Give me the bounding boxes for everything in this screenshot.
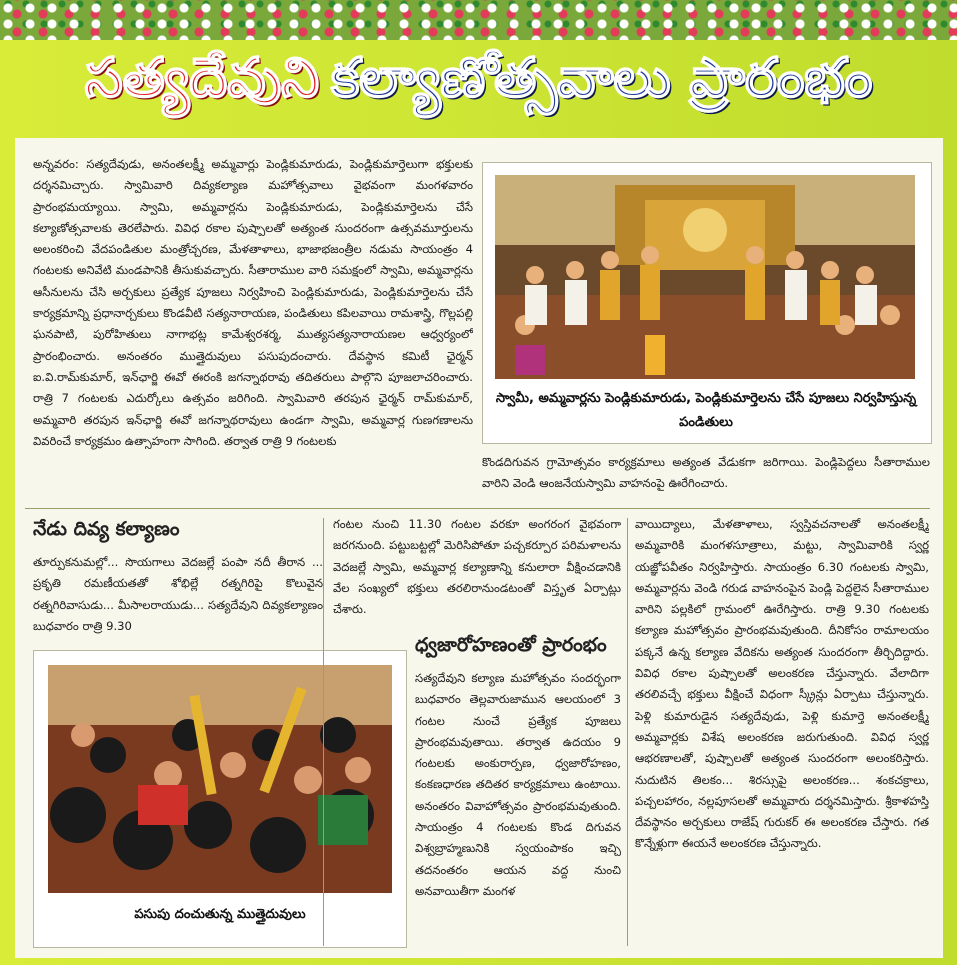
- intro-continued: [482, 452, 930, 500]
- temple-ceremony-photo: [495, 175, 915, 379]
- top-photo-caption: స్వామీ, అమ్మవార్లను పెండ్లికుమారుడు, పెండ్లికుమార్తెలను చేసే పూజలు నిర్వహిస్తున్న పండితులు: [495, 391, 917, 430]
- column3-body: [635, 514, 929, 948]
- bottom-photo-frame: [33, 650, 407, 948]
- horizontal-divider: [25, 508, 930, 509]
- column-divider-1: [323, 518, 324, 946]
- section1-column2: [333, 514, 621, 622]
- top-photo-frame: [482, 162, 932, 444]
- column3-text: వాయిద్యాలు, మేళతాళాలు, స్వస్తివచనాలతో అనంతలక్ష్మీ అమ్మవారికి మంగళసూత్రాలు, మట్టు, స్వామివారికి స్వర్ణ యజ్ఞోపవీతం నిర్వహిస్తారు. సాయంత్రం 6.30 గంటలకు స్వామి, అమ్మవార్లను వెండి గరుడ వాహనంపైన పెండ్లి పెద్దలైన సీతారాముల వారిని పల్లకిలో గ్రామంలో ఊరేగిస్తారు. రాత్రి 9.30 గంటలకు కల్యాణ మహోత్సవం ప్రారంభమవుతుంది. దీనికోసం రామాలయం పక్కనే ఉన్న కల్యాణ వేదికను అత్యంత సుందరంగా తీర్చిదిద్దారు. వివిధ రకాల పుష్పాలతో అలంకరణ చేస్తున్నారు. వేలాదిగా తరలివచ్చే భక్తులు వీక్షించే విధంగా స్క్రీన్లు ఏర్పాటు చేస్తున్నారు. పెళ్లి కుమారుడైన సత్యదేవుడు, పెళ్లి కుమార్తె అనంతలక్ష్మీ అమ్మవార్లకు విశేష అలంకరణ జరుగుతుంది. వివిధ స్వర్ణ ఆభరణాలతో, పుష్పాలతో అత్యంత సుందరంగా అలంకరిస్తారు. నుదుటిన తిలకం... శిరస్సుపై అలంకరణ... శంకచక్రాలు, పచ్చలహారం, నల్లపూసలతో అమ్మవారు దర్శనమిస్తారు. శ్రీకాళహస్తి దేవస్థానం అర్చకులు రాజేష్ గురుకర్ ఈ అలంకరణ చేస్తారు. గత కొన్నేళ్లుగా ఈయనే అలంకరణ చేస్తున్నారు.: [635, 517, 929, 851]
- section1-text-col1: తూర్పుకనుమల్లో... సొయగాలు వెదజల్లే పంపా నదీ తీరాన ... ప్రకృతి రమణీయతతో శోభిల్లే రత్నగిరిపై కొలువైన రత్నగిరివాసుడు... మీసాలరాయుడు... సత్యదేవుని దివ్యకల్యాణం బుధవారం రాత్రి 9.30: [33, 555, 323, 633]
- women-pounding-turmeric-photo: [48, 665, 392, 893]
- intro-text: అన్నవరం: సత్యదేవుడు, అనంతలక్ష్మీ అమ్మవార్లు పెండ్లికుమారుడు, పెండ్లికుమార్తెలుగా భక్తులకు దర్శనమిచ్చారు. స్వామివారి దివ్యకల్యాణ మహోత్సవాలు వైభవంగా మంగళవారం ప్రారంభమయ్యాయి. స్వామి, అమ్మవార్లను పెండ్లికుమారుడు, పెండ్లికుమార్తెలను చేసే కల్యాణోత్సవాలకు తెరలేపారు. వివిధ రకాల పుష్పాలతో అత్యంత సుందరంగా ఉత్సవమూర్తులను అలంకరించి వేదపండితుల మంత్రోచ్చరణ, మేళతాళాలు, భాజాభజంత్రీల నడుమ సాయంత్రం 4 గంటలకు అనివేటి మండపానికి తీసుకువచ్చారు. సీతారాముల వారి సమక్షంలో స్వామి, అమ్మవార్లను ఆసీనులను చేసి అర్చకులు ప్రత్యేక పూజలు నిర్వహించి పెండ్లికుమారుడు, పెండ్లికుమార్తెలను చేసే కార్యక్రమాన్ని ప్రధానార్చకులు కొండవీటి సత్యనారాయణ, పండితులు కపిలవాయి రామశాస్త్రి, గొల్లపల్లి ఘనపాటి, పురోహితులు నాగాభట్ల కామేశ్వరశర్మ, ముత్యసత్యనారాయణల ఆధ్వర్యంలో ప్రారంభించారు. అనంతరం ముత్తైదువులు పసుపుదంచారు. దేవస్థాన కమిటీ ఛైర్మన్ ఐ.వి.రామ్‌కుమార్, ఇన్‌ఛార్జి ఈవో ఈరంకి జగన్నాథరావు తదితరులు పాల్గొని పూజలాచరించారు. రాత్రి 7 గంటలకు ఎదుర్కోలు ఉత్సవం జరిగింది. స్వామివారి తరపున ఛైర్మన్ రామ్‌కుమార్, అమ్మవారి తరపున ఇన్‌ఛార్జి ఈవో జగన్నాథరావులు ఉండగా స్వామి, అమ్మవార్ల గుణగణాలను వివరించే కార్యక్రమం ఉత్సాహంగా సాగింది. తర్వాత రాత్రి 9 గంటలకు: [33, 157, 473, 448]
- section1-column1: [33, 552, 323, 640]
- bottom-photo-caption: పసుపు దంచుతున్న ముత్తైదువులు: [134, 907, 306, 922]
- section1-text-col2: గంటల నుంచి 11.30 గంటల వరకూ అంగరంగ వైభవంగా జరగనుంది. పట్టుబట్టల్లో మెరిసిపోతూ పచ్చకర్పూర పరిమళాలను వెదజల్లే స్వామి, అమ్మవార్ల కల్యాణాన్ని కనులారా వీక్షించడానికి వేల సంఖ్యలో భక్తులు తరలిరానుండటంతో విస్తృత ఏర్పాట్లు చేశారు.: [333, 517, 621, 617]
- headline-part-2: కల్యాణోత్సవాలు ప్రారంభం: [331, 46, 873, 109]
- intro-paragraph: [33, 154, 473, 498]
- headline-part-1: సత్యదేవుని: [84, 46, 320, 109]
- article-panel: [15, 138, 943, 958]
- section-heading-dhwajarohanam: ధ్వజారోహణంతో ప్రారంభం: [415, 634, 607, 656]
- section-heading-divya-kalyanam: నేడు దివ్య కల్యాణం: [33, 518, 180, 540]
- section2-text: సత్యదేవుని కల్యాణ మహోత్సవం సందర్భంగా బుధవారం తెల్లవారుజామున ఆలయంలో 3 గంటల నుంచే ప్రత్యేక పూజలు ప్రారంభమవుతాయి. తర్వాత ఉదయం 9 గంటలకు అంకురార్పణ, ధ్వజారోహణం, కంకణధారణ తదితర కార్యక్రమాలు ఉంటాయి. అనంతరం వివాహోత్సవం ప్రారంభమవుతుంది. సాయంత్రం 4 గంటలకు కొండ దిగువన విశ్వబ్రాహ్మణునికి స్వయంపాకం ఇచ్చి తదనంతరం ఆయన వద్ద నుంచి అనవాయితీగా మంగళ: [415, 671, 621, 898]
- headline: [0, 28, 957, 128]
- intro-continued-text: కొండదిగువన గ్రామోత్సవం కార్యక్రమాలు అత్యంత వేడుకగా జరిగాయి. పెండ్లిపెద్దలు సీతారాముల వారిని వెండి ఆంజనేయస్వామి వాహనంపై ఊరేగించారు.: [482, 455, 930, 491]
- section2-body: [415, 668, 621, 948]
- column-divider-2: [627, 518, 628, 946]
